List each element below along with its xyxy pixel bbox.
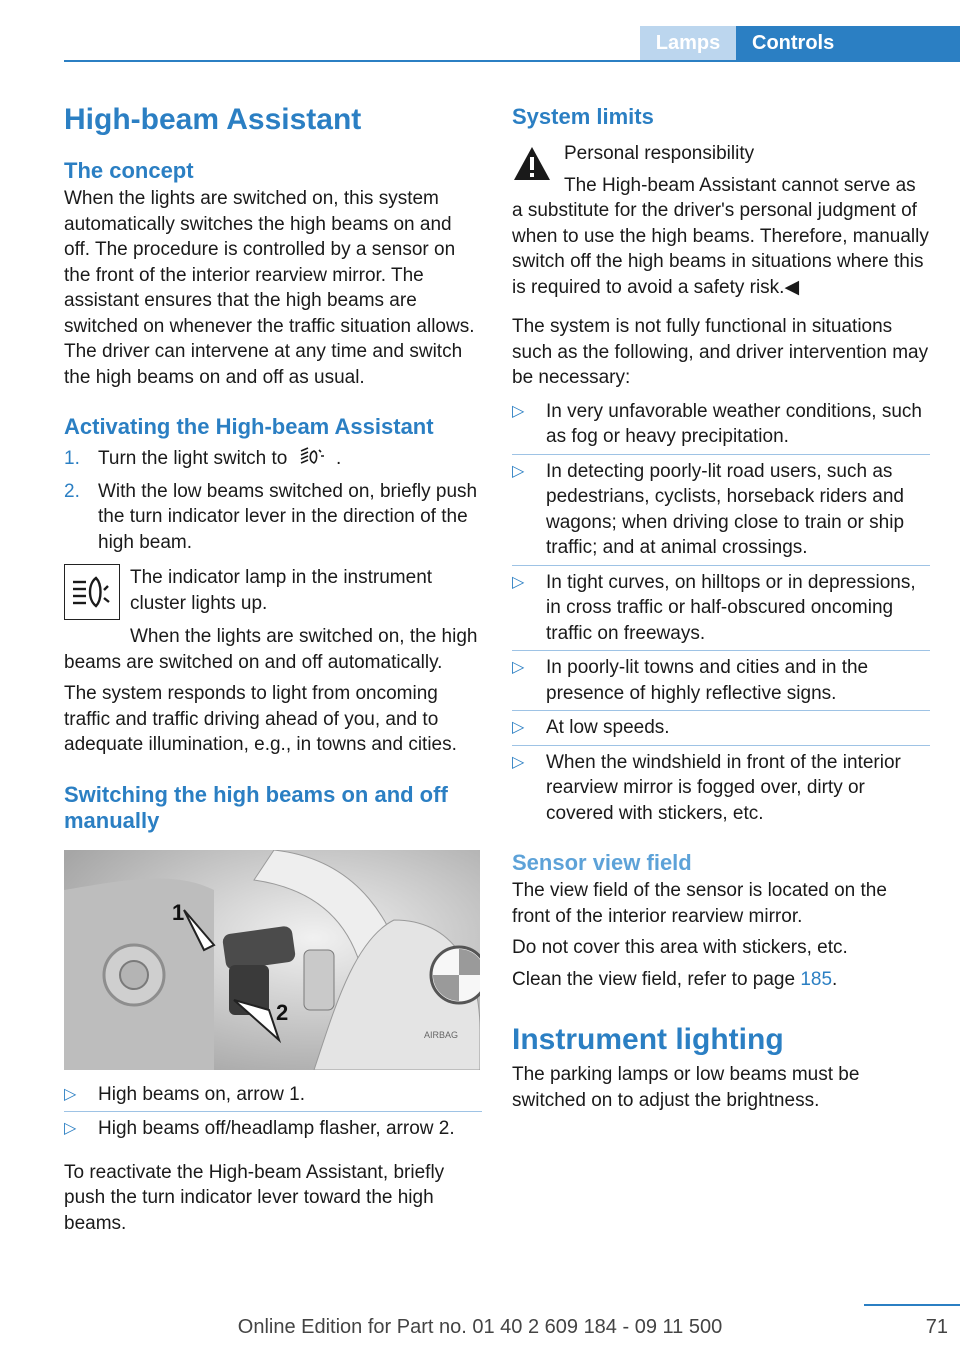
divider bbox=[512, 454, 930, 455]
step-1-text: Turn the light switch to bbox=[98, 448, 288, 469]
sensor-text-3 bbox=[512, 967, 930, 993]
page-185-link[interactable]: 185 bbox=[800, 968, 833, 990]
sensor-heading: Sensor view field bbox=[512, 850, 692, 875]
list-item-text: At low speeds. bbox=[546, 717, 670, 738]
step-number: 1. bbox=[64, 448, 80, 469]
bullet-icon: ▷ bbox=[64, 1120, 77, 1137]
list-item bbox=[512, 750, 930, 827]
step-1 bbox=[64, 446, 482, 472]
list-item-text: In detecting poorly-lit road users, such as pedestrians, cyclists, horseback riders and wagons; when driving close to train or ship traffic; and at animal crossings. bbox=[546, 460, 905, 558]
divider bbox=[512, 565, 930, 566]
bullet-icon: ▷ bbox=[512, 659, 525, 676]
list-item-text: In poorly-lit towns and cities and in the presence of highly reflective signs. bbox=[546, 657, 869, 704]
indicator-text-2: When the lights are switched on, the high beams are switched on and off automatically. bbox=[64, 626, 478, 673]
list-item-text: High beams off/headlamp flasher, arrow 2. bbox=[98, 1118, 455, 1139]
steering-column-photo bbox=[64, 850, 480, 1070]
activating-heading: Activating the High-beam Assistant bbox=[64, 414, 434, 439]
list-item bbox=[512, 570, 930, 647]
list-item-text: In very unfavorable weather conditions, such as fog or heavy precipitation. bbox=[546, 400, 922, 447]
edition-footer: Online Edition for Part no. 01 40 2 609 184 - 09 11 500 bbox=[237, 1316, 723, 1338]
photo-arrow-2-label: 2 bbox=[276, 999, 289, 1025]
list-item-text: When the windshield in front of the interior rearview mirror is fogged over, dirty or covered with stickers, etc. bbox=[546, 751, 901, 824]
concept-heading: The concept bbox=[64, 158, 194, 183]
bullet-icon: ▷ bbox=[512, 402, 525, 420]
footer-rule bbox=[864, 1304, 960, 1306]
responds-text: The system responds to light from oncoming traffic and traffic driving ahead of you, and to adequate illumination, e.g., in towns and cities. bbox=[64, 683, 457, 755]
bullet-icon: ▷ bbox=[64, 1085, 77, 1103]
warning-block bbox=[512, 141, 930, 300]
warning-text: The High-beam Assistant cannot serve as a substitute for the driver's personal judgment of when to use the high beams. Therefore, manually switch off the high beams in situations where this is required to avoid a safety risk.◀ bbox=[512, 174, 929, 298]
high-beam-indicator-icon bbox=[64, 564, 120, 620]
bullet-icon: ▷ bbox=[512, 573, 525, 591]
warning-title: Personal responsibility bbox=[564, 143, 755, 164]
bullet-icon: ▷ bbox=[512, 719, 525, 736]
limits-intro: The system is not fully functional in situations such as the following, and driver intervention may be necessary: bbox=[512, 316, 929, 388]
step-1-tail: . bbox=[335, 448, 342, 469]
concept-text: When the lights are switched on, this system automatically switches the high beams on and off. The procedure is controlled by a sensor on the front of the interior rearview mirror. The assistant ensures that the high beams are switched on whenever the traffic situation allows. The driver can intervene at any time and switch the high beams on and off as usual. bbox=[64, 188, 475, 388]
list-item-text: In tight curves, on hilltops or in depressions, in cross traffic or half-obscured oncoming traffic on freeways. bbox=[546, 571, 916, 644]
step-text: With the low beams switched on, briefly push the turn indicator lever in the direction of the high beam. bbox=[98, 480, 478, 553]
sensor-ref-tail: . bbox=[832, 968, 838, 990]
limits-heading: System limits bbox=[512, 104, 654, 129]
sensor-text-2: Do not cover this area with stickers, etc. bbox=[512, 937, 848, 958]
page-number: 71 bbox=[925, 1316, 948, 1338]
limits-list bbox=[512, 399, 930, 827]
photo-airbag-label: AIRBAG bbox=[424, 1029, 459, 1040]
divider bbox=[512, 650, 930, 651]
manual-heading: Switching the high beams on and off manually bbox=[64, 781, 448, 833]
list-item bbox=[512, 715, 930, 741]
bullet-icon: ▷ bbox=[512, 462, 525, 480]
step-2 bbox=[64, 479, 482, 556]
tab-controls[interactable]: Controls bbox=[736, 26, 960, 60]
list-item bbox=[64, 1082, 482, 1108]
list-item bbox=[512, 459, 930, 561]
reactivate-text: To reactivate the High-beam Assistant, briefly push the turn indicator lever toward the high beams. bbox=[64, 1161, 445, 1234]
headlight-auto-icon bbox=[297, 447, 327, 467]
instrument-heading: Instrument lighting bbox=[512, 1023, 784, 1056]
left-column bbox=[64, 102, 482, 1236]
sensor-ref-text: Clean the view field, refer to page bbox=[512, 968, 796, 990]
step-number: 2. bbox=[64, 480, 80, 502]
right-column bbox=[512, 104, 930, 1113]
list-item bbox=[64, 1116, 482, 1142]
list-item bbox=[512, 399, 930, 450]
indicator-text: The indicator lamp in the instrument cluster lights up. bbox=[130, 567, 433, 614]
warning-triangle-icon bbox=[512, 145, 552, 183]
list-item-text: High beams on, arrow 1. bbox=[98, 1083, 305, 1105]
step-text bbox=[98, 446, 341, 472]
indicator-note bbox=[64, 564, 482, 620]
photo-arrow-1-label: 1 bbox=[172, 899, 185, 925]
sensor-text-1: The view field of the sensor is located on the front of the interior rearview mirror. bbox=[512, 880, 887, 927]
tab-lamps[interactable]: Lamps bbox=[640, 26, 736, 60]
divider bbox=[512, 745, 930, 746]
instrument-text: The parking lamps or low beams must be switched on to adjust the brightness. bbox=[512, 1064, 860, 1111]
divider bbox=[512, 710, 930, 711]
header-rule bbox=[64, 60, 960, 62]
page-title: High-beam Assistant bbox=[64, 103, 362, 136]
list-item bbox=[512, 655, 930, 706]
bullet-icon: ▷ bbox=[512, 753, 525, 771]
divider bbox=[64, 1111, 482, 1112]
